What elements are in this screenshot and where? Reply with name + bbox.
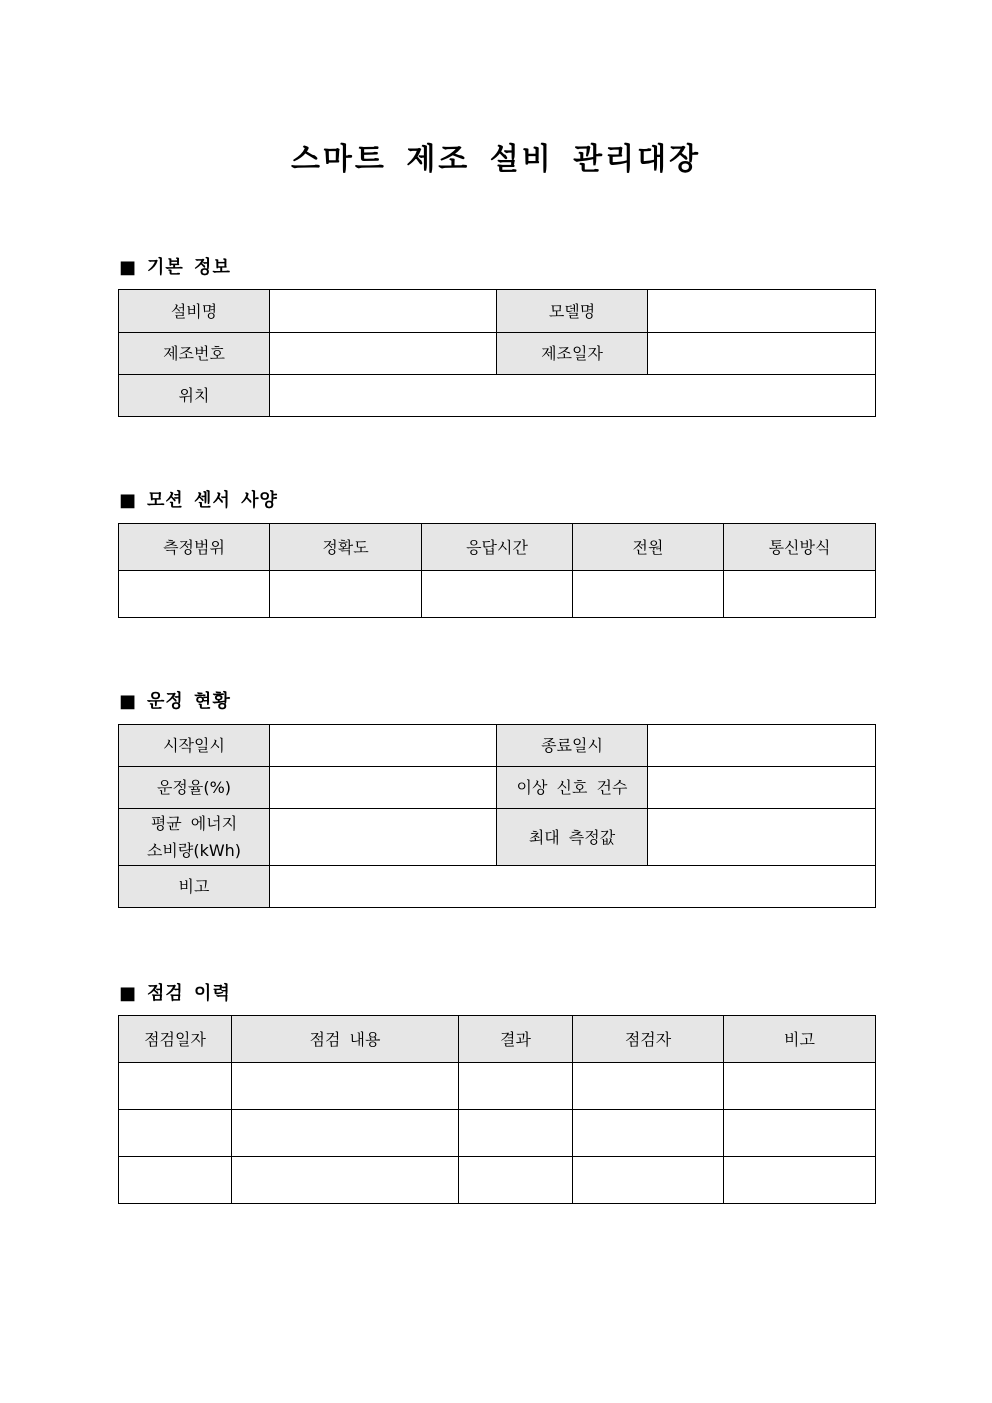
remarks-field[interactable] (270, 866, 876, 908)
operation-rate-label: 운정율(%) (119, 767, 270, 809)
max-measurement-field[interactable] (648, 809, 876, 866)
inspection-date-cell[interactable] (119, 1157, 232, 1204)
inspector-header: 점검자 (573, 1016, 724, 1063)
manufacture-date-field[interactable] (648, 333, 876, 375)
operation-rate-field[interactable] (270, 767, 497, 809)
section-title-operation (119, 687, 231, 713)
energy-label-line1: 평균 에너지 (150, 814, 238, 833)
response-time-header: 응답시간 (422, 524, 573, 571)
remarks-label: 비고 (119, 866, 270, 908)
table-row (119, 290, 876, 333)
communication-header: 통신방식 (724, 524, 876, 571)
table-row (119, 1157, 876, 1204)
energy-label-line2: 소비량(kWh) (146, 841, 242, 860)
section-marker: ■ (119, 257, 138, 278)
model-name-field[interactable] (648, 290, 876, 333)
remarks-cell[interactable] (724, 1157, 876, 1204)
location-field[interactable] (270, 375, 876, 417)
result-header: 결과 (459, 1016, 573, 1063)
end-time-field[interactable] (648, 725, 876, 767)
table-header-row (119, 524, 876, 571)
accuracy-field[interactable] (270, 571, 422, 618)
result-cell[interactable] (459, 1157, 573, 1204)
table-row (119, 725, 876, 767)
inspection-content-cell[interactable] (232, 1063, 459, 1110)
remarks-header: 비고 (724, 1016, 876, 1063)
operation-status-table (118, 724, 876, 908)
anomaly-count-label: 이상 신호 건수 (497, 767, 648, 809)
serial-number-label: 제조번호 (119, 333, 270, 375)
power-field[interactable] (573, 571, 724, 618)
inspection-date-header: 점검일자 (119, 1016, 232, 1063)
section-marker: ■ (119, 490, 138, 511)
start-time-field[interactable] (270, 725, 497, 767)
inspection-content-cell[interactable] (232, 1110, 459, 1157)
remarks-cell[interactable] (724, 1063, 876, 1110)
anomaly-count-field[interactable] (648, 767, 876, 809)
section-heading: 운정 현황 (147, 691, 231, 712)
page-title: 스마트 제조 설비 관리대장 (290, 142, 702, 177)
inspector-cell[interactable] (573, 1157, 724, 1204)
table-row (119, 809, 876, 866)
serial-number-field[interactable] (270, 333, 497, 375)
accuracy-header: 정확도 (270, 524, 422, 571)
table-header-row (119, 1016, 876, 1063)
table-row (119, 571, 876, 618)
result-cell[interactable] (459, 1063, 573, 1110)
sensor-spec-table (118, 523, 876, 618)
communication-field[interactable] (724, 571, 876, 618)
table-row (119, 767, 876, 809)
section-heading: 모션 센서 사양 (147, 490, 278, 511)
table-row (119, 1063, 876, 1110)
table-row (119, 866, 876, 908)
section-heading: 점검 이력 (147, 983, 231, 1004)
model-name-label: 모델명 (497, 290, 648, 333)
energy-consumption-label (119, 809, 270, 866)
start-time-label: 시작일시 (119, 725, 270, 767)
basic-info-table (118, 289, 876, 417)
remarks-cell[interactable] (724, 1110, 876, 1157)
energy-consumption-field[interactable] (270, 809, 497, 866)
table-row (119, 375, 876, 417)
equipment-name-label: 설비명 (119, 290, 270, 333)
max-measurement-label: 최대 측정값 (497, 809, 648, 866)
table-row (119, 1110, 876, 1157)
measurement-range-field[interactable] (119, 571, 270, 618)
inspector-cell[interactable] (573, 1063, 724, 1110)
equipment-name-field[interactable] (270, 290, 497, 333)
section-marker: ■ (119, 983, 138, 1004)
section-title-sensor (119, 486, 278, 512)
section-title-basic (119, 253, 231, 279)
section-marker: ■ (119, 691, 138, 712)
response-time-field[interactable] (422, 571, 573, 618)
inspection-content-cell[interactable] (232, 1157, 459, 1204)
section-title-inspection (119, 979, 231, 1005)
inspection-history-table (118, 1015, 876, 1204)
power-header: 전원 (573, 524, 724, 571)
location-label: 위치 (119, 375, 270, 417)
result-cell[interactable] (459, 1110, 573, 1157)
table-row (119, 333, 876, 375)
section-heading: 기본 정보 (147, 257, 231, 278)
inspection-content-header: 점검 내용 (232, 1016, 459, 1063)
inspector-cell[interactable] (573, 1110, 724, 1157)
manufacture-date-label: 제조일자 (497, 333, 648, 375)
inspection-date-cell[interactable] (119, 1110, 232, 1157)
end-time-label: 종료일시 (497, 725, 648, 767)
measurement-range-header: 측정범위 (119, 524, 270, 571)
inspection-date-cell[interactable] (119, 1063, 232, 1110)
